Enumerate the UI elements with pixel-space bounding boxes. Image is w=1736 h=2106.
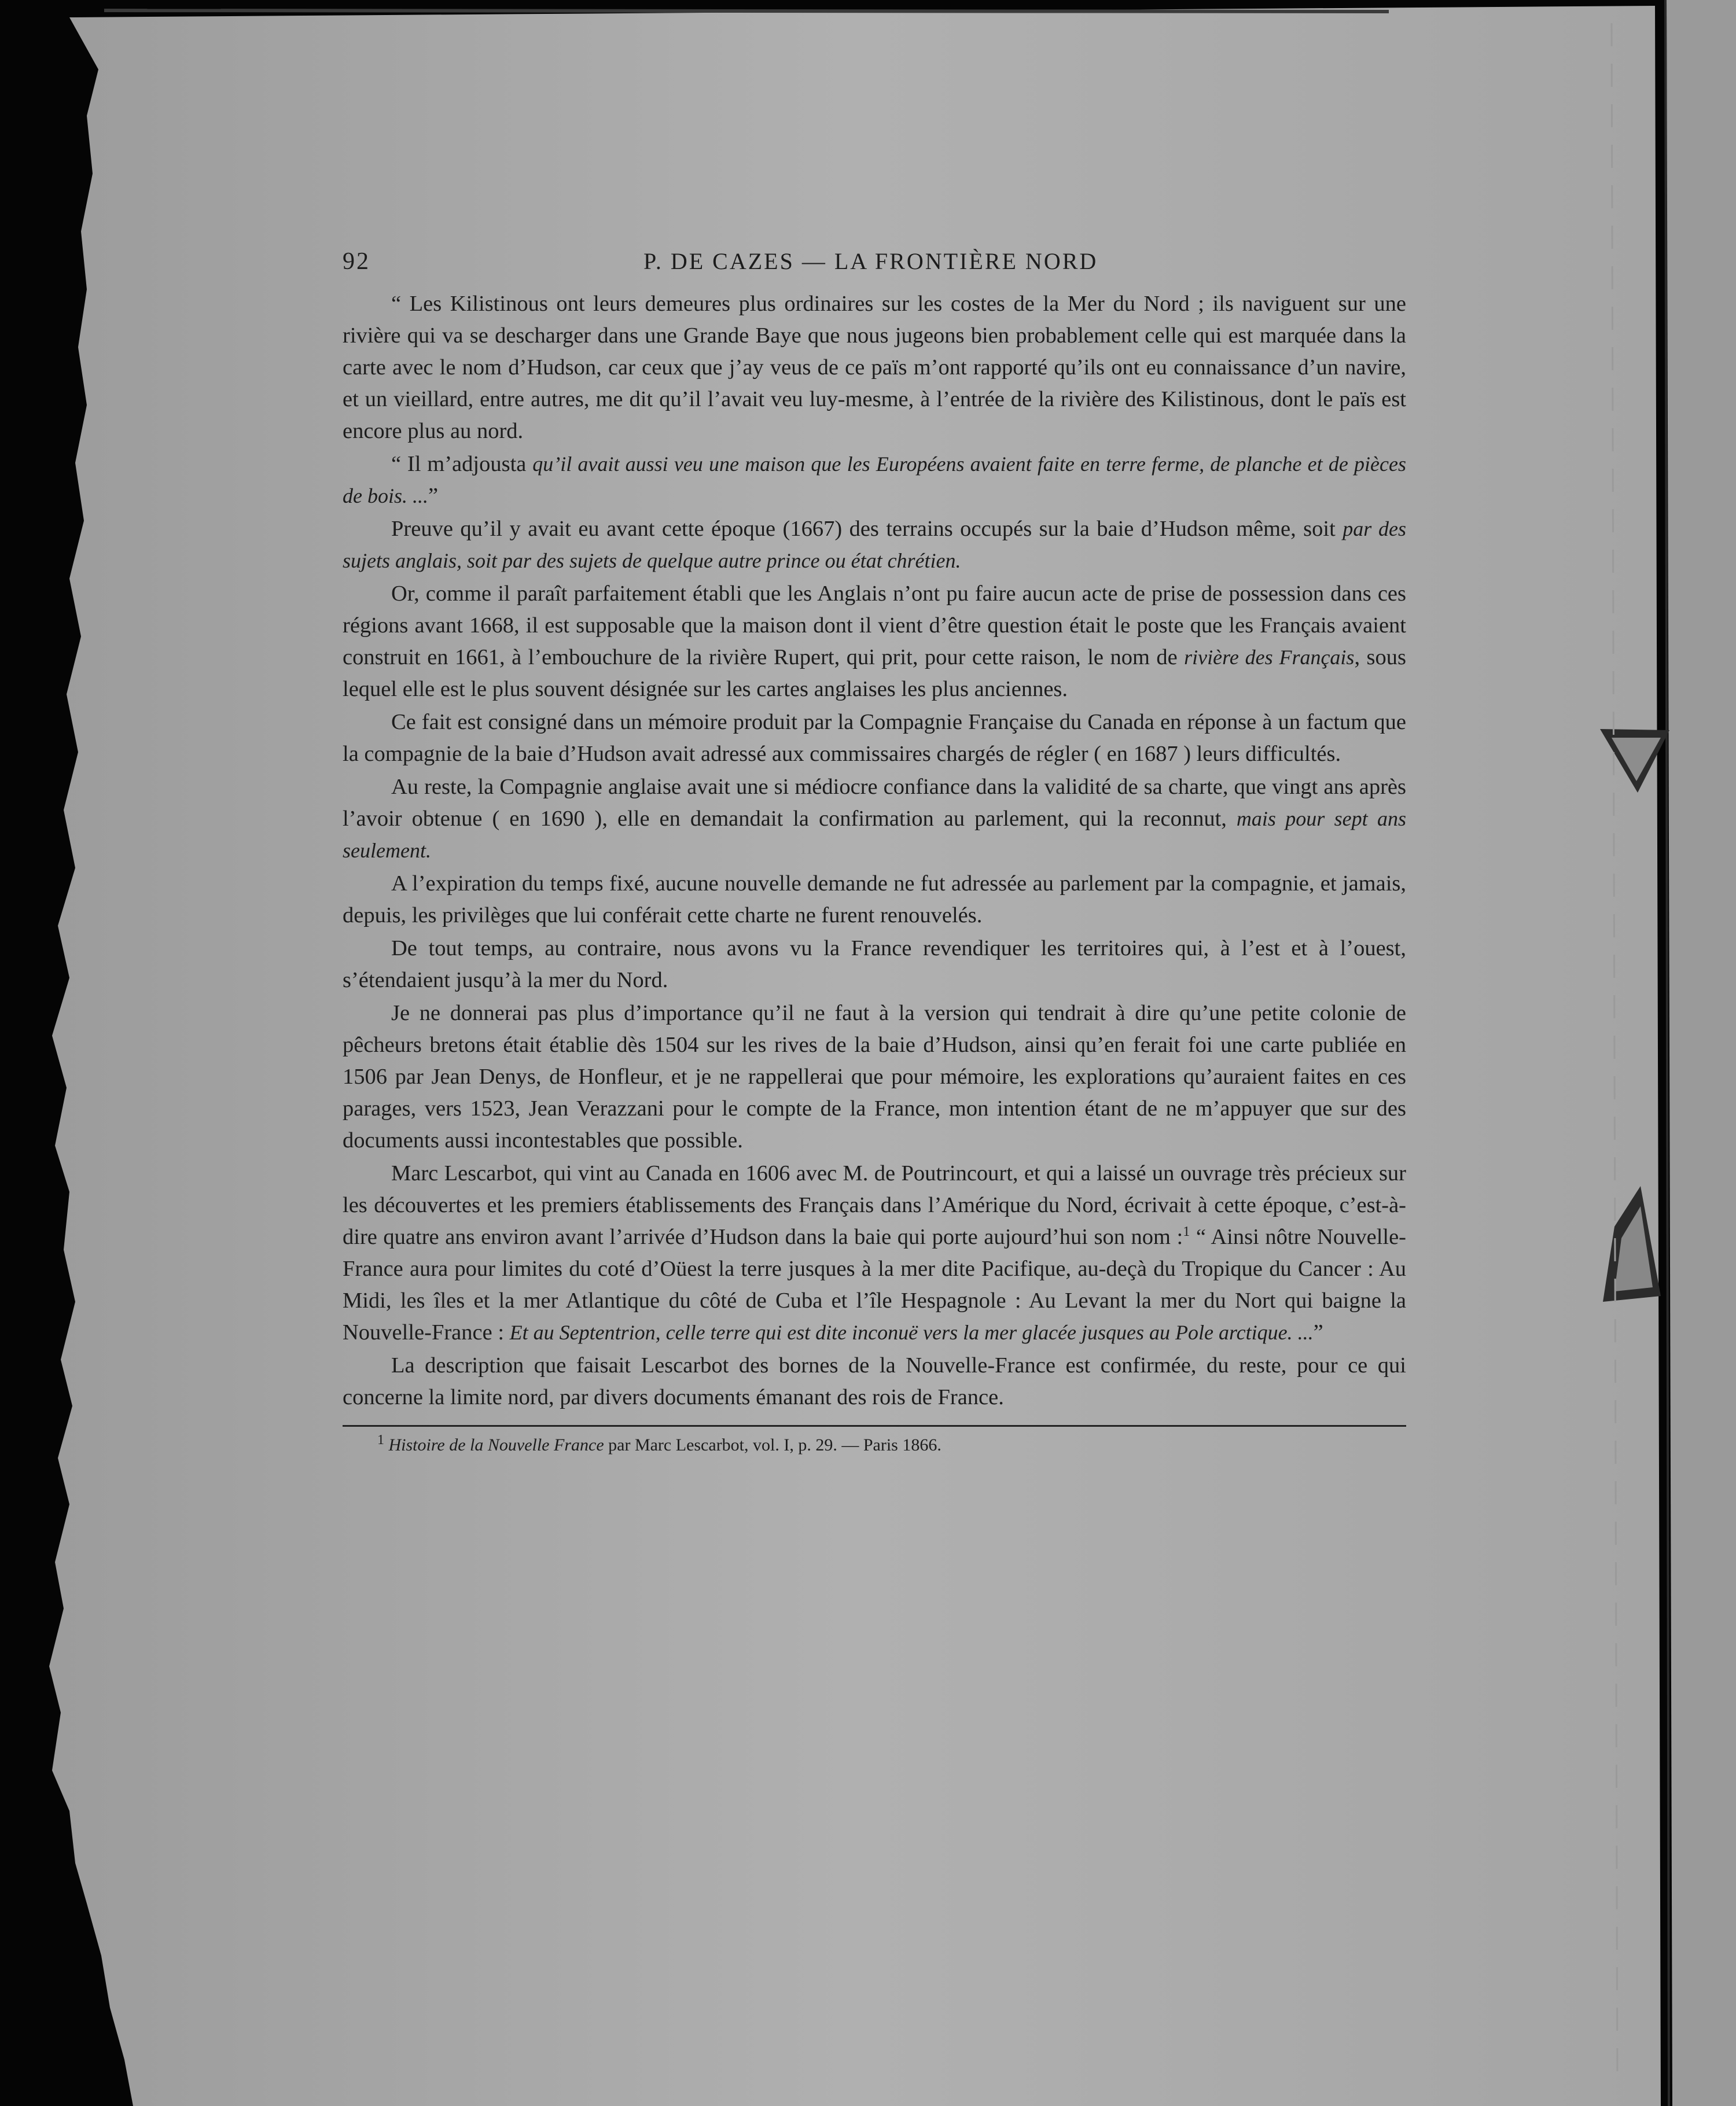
paragraph-6 [343, 771, 1406, 867]
paragraph-3 [343, 513, 1406, 577]
paragraph-1 [343, 288, 1406, 447]
footnote-mark: 1 [377, 1433, 384, 1448]
paragraph-11 [343, 1350, 1406, 1413]
paragraph-text: Ce fait est consigné dans un mémoire produit par la Compagnie Française du Canada en réponse à un factum que la compagnie de la baie d’Hudson avait adressé aux commissaires chargés de régler ( en 1687 ) leurs difficultés. [343, 710, 1406, 766]
paragraph-text: “ Ainsi nôtre Nouvelle-France aura pour limites du coté d’Oüest la terre jusques à la mer dite Pacifique, au-deçà du Tropique du Cancer : Au Midi, les îles et la mer Atlantique du côté de Cuba et l’île Hespagnole : Au Levant la mer du Nort qui baigne la Nouvelle-France : [343, 1225, 1406, 1345]
body-text [343, 288, 1406, 1413]
page-number: 92 [343, 248, 370, 275]
paragraph-text: Marc Lescarbot, qui vint au Canada en 1606 avec M. de Poutrincourt, et qui a laissé un ouvrage très précieux sur les découvertes et les premiers établissements des Français dans l’Amérique du Nord, écrivait à cette époque, c’est-à-dire quatre ans environ avant l’arrivée d’Hudson dans la baie qui porte aujourd’hui son nom : [343, 1161, 1406, 1249]
paragraph-text: ” [1313, 1320, 1323, 1345]
italic-phrase: rivière des Français [1184, 646, 1355, 669]
paragraph-2 [343, 448, 1406, 512]
paragraph-text: Or, comme il paraît parfaitement établi que les Anglais n’ont pu faire aucun acte de prise de possession dans ces régions avant 1668, il est supposable que la maison dont il vient d’être question était le poste que les Français avaient construit en 1661, à l’embouchure de la rivière Rupert, qui prit, pour cette raison, le nom de [343, 581, 1406, 669]
italic-phrase: mais pour sept ans seulement. [343, 807, 1406, 862]
paragraph-text: Preuve qu’il y avait eu avant cette époque (1667) des terrains occupés sur la baie d’Hudson même, soit [391, 517, 1343, 541]
paragraph-5 [343, 706, 1406, 770]
paragraph-text: A l’expiration du temps fixé, aucune nouvelle demande ne fut adressée au parlement par la compagnie, et jamais, depuis, les privilèges que lui conférait cette charte ne furent renouvelés. [343, 871, 1406, 927]
paragraph-7 [343, 868, 1406, 932]
paragraph-4 [343, 578, 1406, 705]
italic-phrase: par des sujets anglais, soit par des sujets de quelque autre prince ou état chrétien. [343, 517, 1407, 572]
paragraph-text: Je ne donnerai pas plus d’importance qu’il ne faut à la version qui tendrait à dire qu’une petite colonie de pêcheurs bretons était établie dès 1504 sur les rives de la baie d’Hudson, ainsi qu’en ferait foi une carte publiée en 1506 par Jean Denys, de Honfleur, et je ne rappellerai que pour mémoire, les explorations qu’auraient faites en ces parages, vers 1523, Jean Verazzani pour le compte de la France, mon intention étant de ne m’appuyer que sur des documents aussi incontestables que possible. [343, 1001, 1406, 1153]
paragraph-text: Au reste, la Compagnie anglaise avait une si médiocre confiance dans la validité de sa charte, que vingt ans après l’avoir obtenue ( en 1690 ), elle en demandait la confirmation au parlement, qui la reconnut, [343, 775, 1406, 831]
paragraph-text: ” [428, 484, 439, 508]
italic-quote: qu’il avait aussi veu une maison que les Européens avaient faite en terre ferme, de planche et de pièces de bois. ... [343, 452, 1406, 507]
italic-quote: Et au Septentrion, celle terre qui est dite inconuë vers la mer glacée jusques au Pole arctique. ... [509, 1321, 1314, 1344]
paragraph-text: De tout temps, au contraire, nous avons vu la France revendiquer les territoires qui, à l’est et à l’ouest, s’étendaient jusqu’à la mer du Nord. [343, 936, 1406, 992]
footnote-text: par Marc Lescarbot, vol. I, p. 29. — Paris 1866. [604, 1435, 941, 1455]
running-head [343, 248, 1406, 288]
paragraph-9 [343, 997, 1406, 1157]
paragraph-8 [343, 933, 1406, 996]
running-title: P. DE CAZES — LA FRONTIÈRE NORD [643, 248, 1098, 274]
footnote-book-title: Histoire de la Nouvelle France [388, 1435, 604, 1455]
footnote-reference[interactable]: 1 [1183, 1224, 1190, 1240]
paragraph-text: “ Les Kilistinous ont leurs demeures plus ordinaires sur les costes de la Mer du Nord ; ils naviguent sur une rivière qui va se descharger dans une Grande Baye que nous jugeons bien probablement celle qui est marquée dans la carte avec le nom d’Hudson, car ceux que j’ay veus de ce païs m’ont rapporté qu’ils ont eu connaissance d’un navire, et un vieillard, entre autres, me dit qu’il l’avait veu luy-mesme, à l’entrée de la rivière des Kilistinous, dont le païs est encore plus au nord. [343, 292, 1406, 443]
paragraph-text: , sous lequel elle est le plus souvent désignée sur les cartes anglaises les plus anciennes. [343, 645, 1407, 701]
text-block [343, 248, 1406, 1457]
paragraph-text: La description que faisait Lescarbot des bornes de la Nouvelle-France est confirmée, du reste, pour ce qui concerne la limite nord, par divers documents émanant des rois de France. [343, 1353, 1406, 1409]
paragraph-10 [343, 1158, 1406, 1349]
footnote-divider [343, 1425, 1406, 1427]
footnote [377, 1434, 1406, 1457]
paragraph-text: “ Il m’adjousta [391, 452, 533, 476]
